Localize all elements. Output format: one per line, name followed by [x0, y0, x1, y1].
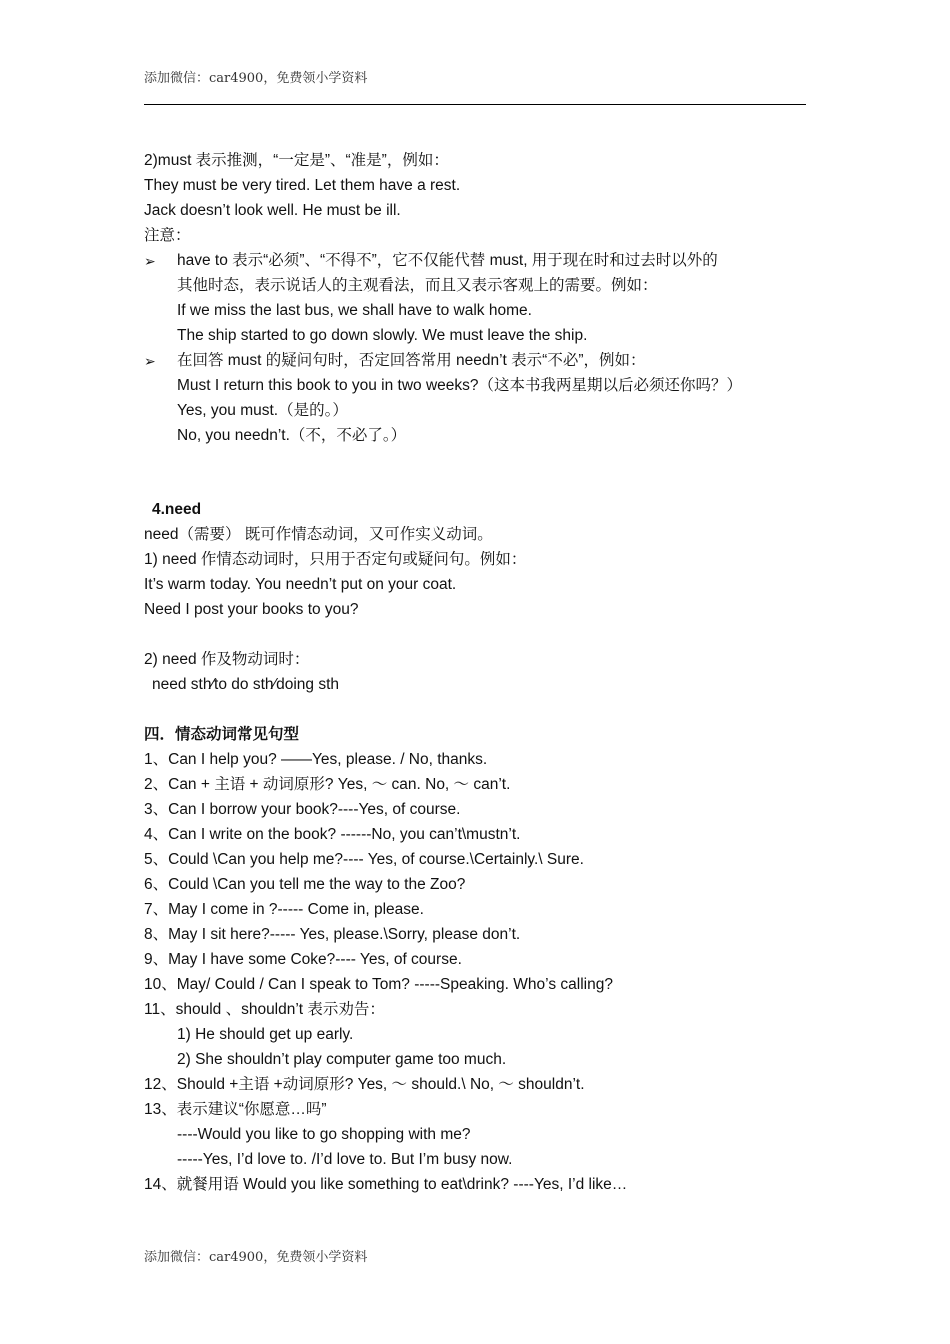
bullet-arrow-icon: ➢ — [144, 253, 156, 269]
text-line: The ship started to go down slowly. We must leave the ship. — [177, 327, 588, 344]
text-line: 1) need 作情态动词时，只用于否定句或疑问句。例如： — [144, 551, 527, 568]
text-line: Must I return this book to you in two weeks?（这本书我两星期以后必须还你吗？） — [177, 377, 743, 394]
text-line: If we miss the last bus, we shall have to walk home. — [177, 302, 532, 319]
section-heading: 四．情态动词常见句型 — [144, 726, 300, 743]
list-item: 7、May I come in ?----- Come in, please. — [144, 901, 424, 918]
list-item: 4、Can I write on the book? ------No, you can’t\mustn’t. — [144, 826, 521, 843]
text-line: Need I post your books to you? — [144, 601, 359, 618]
list-item: 8、May I sit here?----- Yes, please.\Sorry, please don’t. — [144, 926, 521, 943]
text-line: No, you needn’t.（不，不必了。） — [177, 427, 407, 444]
text-line: -----Yes, I’d love to. /I’d love to. But I’m busy now. — [177, 1151, 513, 1168]
list-item: 2、Can + 主语 + 动词原形? Yes, ～ can. No, ～ can’t. — [144, 776, 511, 793]
text-line: Jack doesn’t look well. He must be ill. — [144, 202, 401, 219]
list-item: 5、Could \Can you help me?---- Yes, of course.\Certainly.\ Sure. — [144, 851, 584, 868]
text-line: 2) need 作及物动词时： — [144, 651, 310, 668]
text-line: It’s warm today. You needn’t put on your coat. — [144, 576, 457, 593]
text-line: Yes, you must.（是的。） — [177, 402, 348, 419]
text-line: ----Would you like to go shopping with me? — [177, 1126, 471, 1143]
list-item: 3、Can I borrow your book?----Yes, of course. — [144, 801, 461, 818]
text-line: have to 表示“必须”、“不得不”，它不仅能代替 must, 用于现在时和过去时以外的 — [177, 252, 718, 269]
list-item: 11、should 、shouldn’t 表示劝告： — [144, 1001, 385, 1018]
list-item: 13、表示建议“你愿意…吗” — [144, 1101, 327, 1118]
text-line: 在回答 must 的疑问句时，否定回答常用 needn’t 表示“不必”，例如： — [177, 352, 646, 369]
bullet-arrow-icon: ➢ — [144, 353, 156, 369]
text-line: 注意： — [144, 227, 191, 244]
list-item: 1、Can I help you? ——Yes, please. / No, thanks. — [144, 751, 488, 768]
text-line: 1) He should get up early. — [177, 1026, 354, 1043]
text-line: They must be very tired. Let them have a rest. — [144, 177, 461, 194]
section-heading: 4.need — [152, 501, 202, 518]
text-line: 其他时态，表示说话人的主观看法，而且又表示客观上的需要。例如： — [177, 277, 658, 294]
list-item: 10、May/ Could / Can I speak to Tom? -----Speaking. Who’s calling? — [144, 976, 613, 993]
text-line: need（需要） 既可作情态动词，又可作实义动词。 — [144, 526, 493, 543]
list-item: 14、就餐用语 Would you like something to eat\drink? ----Yes, I’d like… — [144, 1176, 628, 1193]
list-item: 6、Could \Can you tell me the way to the Zoo? — [144, 876, 466, 893]
text-line: 2)must 表示推测，“一定是”、“准是”，例如： — [144, 152, 449, 169]
header-divider — [144, 104, 806, 105]
page-header: 添加微信：car4900，免费领小学资料 — [144, 71, 368, 86]
text-line: 2) She shouldn’t play computer game too much. — [177, 1051, 507, 1068]
page-footer: 添加微信：car4900，免费领小学资料 — [144, 1250, 368, 1265]
list-item: 9、May I have some Coke?---- Yes, of course. — [144, 951, 462, 968]
list-item: 12、Should +主语 +动词原形? Yes, ～ should.\ No, ～ shouldn’t. — [144, 1076, 585, 1093]
text-line: need sth⁄to do sth⁄doing sth — [152, 676, 340, 693]
